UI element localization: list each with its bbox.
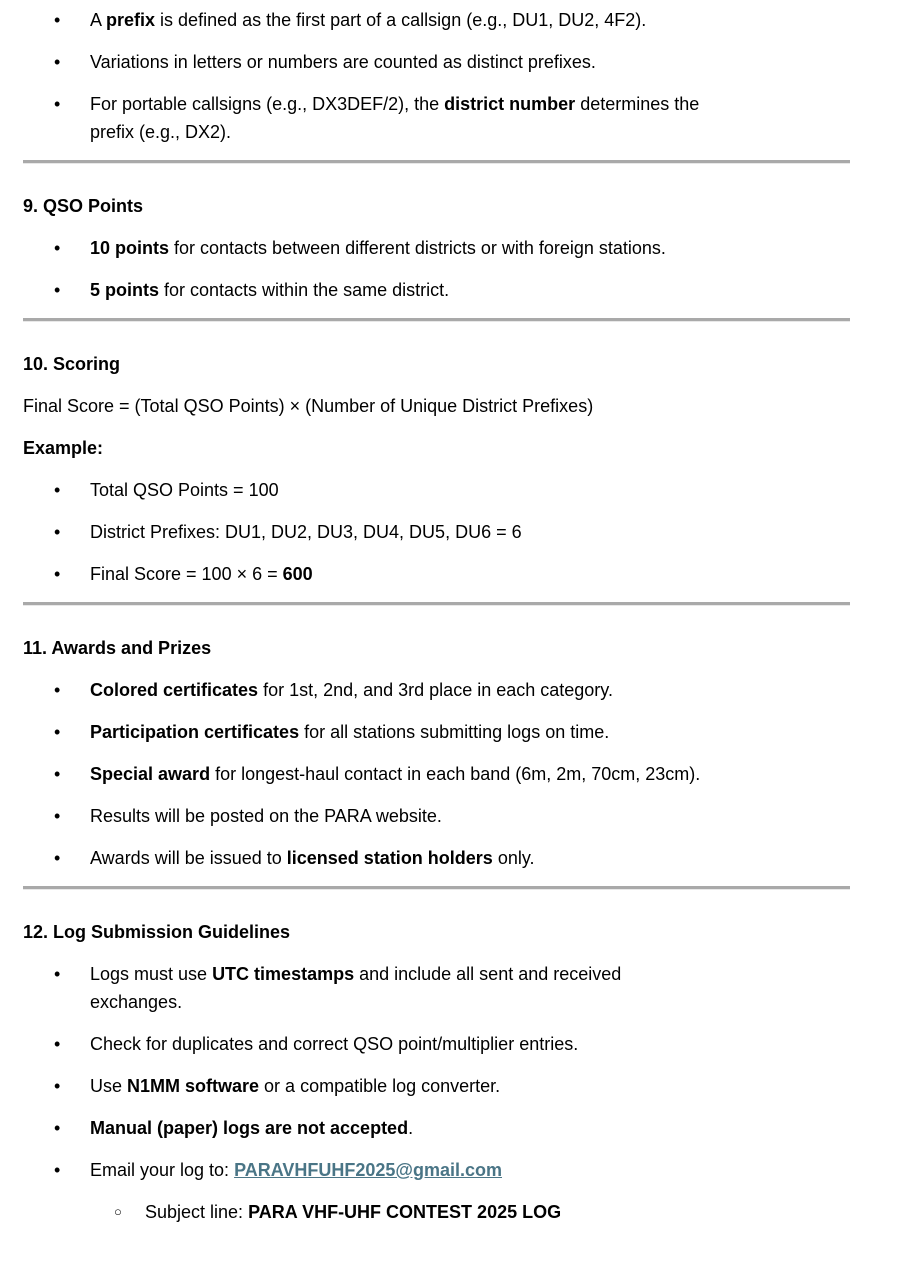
list-item — [23, 960, 880, 1016]
bold-text: N1MM software — [127, 1076, 260, 1096]
bold-text: Manual (paper) logs are not accepted — [90, 1118, 409, 1138]
section-divider — [23, 318, 850, 322]
list-item — [23, 518, 880, 546]
list-item-text — [90, 1034, 578, 1054]
list-item-text — [90, 10, 646, 30]
list-item — [23, 760, 880, 788]
text-run: District Prefixes: DU1, DU2, DU3, DU4, DU5, DU6 = 6 — [90, 522, 522, 542]
bold-text: 10 points — [90, 238, 170, 258]
bold-text: 600 — [282, 564, 313, 584]
text-run: For portable callsigns (e.g., DX3DEF/2), the — [90, 94, 445, 114]
text-run: Email your log to: — [90, 1160, 235, 1180]
text-run: A — [90, 10, 107, 30]
list-item — [23, 1072, 880, 1100]
list-item-text — [90, 280, 449, 300]
list-item — [23, 6, 880, 34]
text-run: Variations in letters or numbers are counted as distinct prefixes. — [90, 52, 596, 72]
text-run: Results will be posted on the PARA website. — [90, 806, 442, 826]
list-item — [23, 48, 880, 76]
section-heading: 10. Scoring — [23, 354, 121, 374]
bullet-icon: • — [54, 806, 61, 826]
list-item — [23, 1114, 880, 1142]
list-item — [23, 1030, 880, 1058]
bold-text: Special award — [90, 764, 211, 784]
list-item — [23, 1156, 880, 1184]
list-item — [23, 560, 880, 588]
bold-text: prefix — [106, 10, 156, 30]
list-item-text — [90, 94, 699, 142]
bold-text: Example: — [23, 438, 104, 458]
list-item — [23, 90, 880, 146]
list-item-text — [90, 806, 442, 826]
list-item — [23, 802, 880, 830]
list-item-text — [90, 1118, 413, 1138]
list-item-text — [90, 680, 613, 700]
text-run: Use — [90, 1076, 128, 1096]
bullet-icon: • — [54, 680, 61, 700]
text-run: or a compatible log converter. — [259, 1076, 501, 1096]
bullet-icon: • — [54, 1160, 61, 1180]
bullet-icon: • — [54, 764, 61, 784]
bullet-icon: • — [54, 964, 61, 984]
paragraph — [23, 392, 880, 420]
section-divider — [23, 602, 850, 606]
bold-text: UTC timestamps — [212, 964, 355, 984]
list-item-text — [90, 722, 609, 742]
section-divider — [23, 886, 850, 890]
bold-text: Participation certificates — [90, 722, 300, 742]
text-run: for all stations submitting logs on time. — [299, 722, 610, 742]
text-run: Awards will be issued to — [90, 848, 287, 868]
list-item — [23, 676, 880, 704]
list-item-text — [90, 238, 666, 258]
bullet-icon: • — [54, 722, 61, 742]
list-item-text — [90, 964, 621, 1012]
bullet-icon: • — [54, 522, 61, 542]
bullet-icon: • — [54, 848, 61, 868]
bullet-list — [23, 676, 880, 872]
list-item-text — [90, 564, 313, 584]
bullet-list — [23, 6, 880, 146]
text-run: Total QSO Points = 100 — [90, 480, 279, 500]
list-item-text — [90, 52, 596, 72]
bullet-icon: • — [54, 238, 61, 258]
bullet-icon: • — [54, 564, 61, 584]
list-item-text — [90, 522, 522, 542]
bold-text: district number — [444, 94, 576, 114]
bold-text: licensed station holders — [286, 848, 493, 868]
bullet-list — [23, 960, 880, 1226]
bullet-icon: • — [54, 52, 61, 72]
list-item-text — [90, 480, 279, 500]
text-run: prefix (e.g., DX2). — [90, 122, 232, 142]
text-run: and include all sent and received — [354, 964, 622, 984]
list-item-text — [90, 764, 700, 784]
sub-list-item — [23, 1198, 880, 1226]
list-item-text — [90, 848, 535, 868]
text-run: for 1st, 2nd, and 3rd place in each category. — [258, 680, 613, 700]
section-heading: 12. Log Submission Guidelines — [23, 922, 291, 942]
email-link[interactable]: PARAVHFUHF2025@gmail.com — [234, 1160, 503, 1180]
bold-text: 5 points — [90, 280, 160, 300]
bullet-icon: • — [54, 94, 61, 114]
list-item — [23, 476, 880, 504]
list-item-text — [145, 1202, 561, 1222]
bullet-icon: • — [54, 1076, 61, 1096]
text-run: for contacts within the same district. — [159, 280, 450, 300]
text-run: for contacts between different districts or with foreign stations. — [169, 238, 666, 258]
text-run: Check for duplicates and correct QSO point/multiplier entries. — [90, 1034, 579, 1054]
list-item — [23, 234, 880, 262]
list-item — [23, 844, 880, 872]
text-run: exchanges. — [90, 992, 183, 1012]
bold-text: Colored certificates — [90, 680, 259, 700]
list-item — [23, 276, 880, 304]
text-run: only. — [492, 848, 535, 868]
bold-text: PARA VHF-UHF CONTEST 2025 LOG — [248, 1202, 562, 1222]
text-run: Subject line: — [145, 1202, 249, 1222]
list-item-text — [90, 1160, 502, 1180]
bullet-list — [23, 234, 880, 304]
section-divider — [23, 160, 850, 164]
section-heading: 9. QSO Points — [23, 196, 144, 216]
list-item-text — [90, 1076, 500, 1096]
text-run: Final Score = (Total QSO Points) × (Number of Unique District Prefixes) — [23, 396, 594, 416]
paragraph — [23, 434, 880, 462]
text-run: Logs must use — [90, 964, 213, 984]
list-item — [23, 718, 880, 746]
sub-bullet-icon: ○ — [114, 1204, 122, 1219]
text-run: . — [408, 1118, 414, 1138]
text-run: Final Score = 100 × 6 = — [90, 564, 283, 584]
section-heading: 11. Awards and Prizes — [23, 638, 212, 658]
bullet-icon: • — [54, 1034, 61, 1054]
bullet-icon: • — [54, 280, 61, 300]
bullet-list — [23, 476, 880, 588]
bullet-icon: • — [54, 480, 61, 500]
bullet-icon: • — [54, 1118, 61, 1138]
text-run: is defined as the first part of a callsign (e.g., DU1, DU2, 4F2). — [155, 10, 647, 30]
text-run: for longest-haul contact in each band (6m, 2m, 70cm, 23cm). — [210, 764, 701, 784]
bullet-icon: • — [54, 10, 61, 30]
text-run: determines the — [575, 94, 700, 114]
